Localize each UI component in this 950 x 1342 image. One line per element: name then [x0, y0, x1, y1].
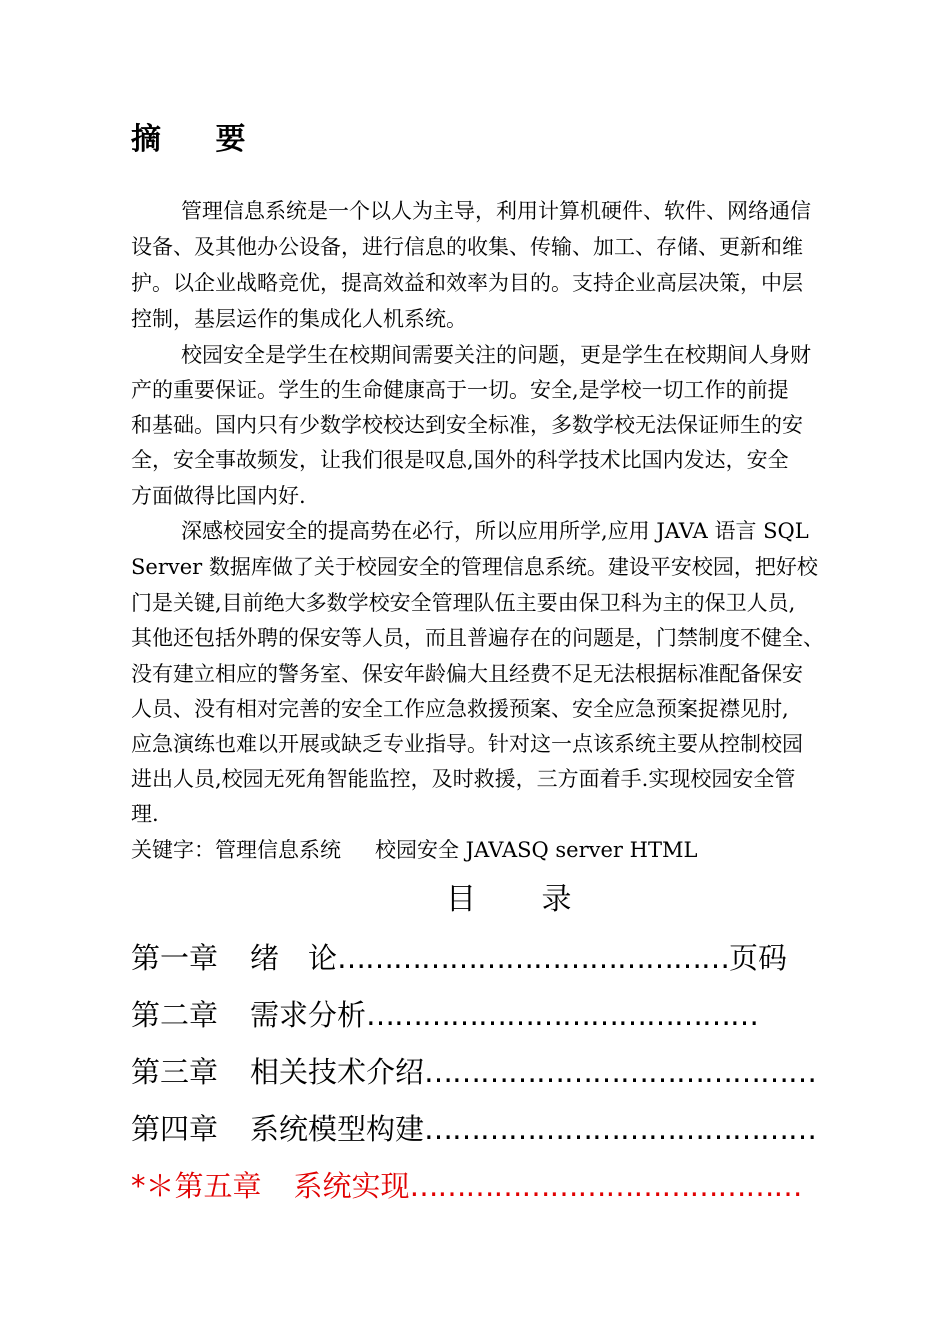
abstract-line: 设备、及其他办公设备，进行信息的收集、传输、加工、存储、更新和维 — [131, 235, 803, 259]
abstract-line: 管理信息系统是一个以人为主导，利用计算机硬件、软件、网络通信 — [181, 199, 811, 223]
toc-entry[interactable] — [131, 936, 787, 980]
toc-entry[interactable] — [131, 993, 758, 1037]
abstract-line: Server 数据库做了关于校园安全的管理信息系统。建设平安校园，把好校 — [131, 555, 818, 579]
abstract-line: 产的重要保证。学生的生命健康高于一切。安全,是学校一切工作的前提 — [131, 378, 789, 402]
abstract-heading: 摘 要 — [131, 122, 268, 157]
keywords-line — [131, 834, 697, 866]
toc-chapter: 第四章 — [131, 1112, 219, 1146]
toc-name: 绪 论 — [250, 941, 338, 975]
keywords-values: 校园安全 JAVASQ server HTML — [375, 838, 698, 862]
toc-chapter: 第二章 — [131, 998, 219, 1032]
abstract-line: 护。以企业战略竞优，提高效益和效率为目的。支持企业高层决策，中层 — [131, 271, 803, 295]
toc-name: 需求分析 — [250, 998, 367, 1032]
toc-title: 目 录 — [446, 882, 600, 917]
abstract-line: 门是关键,目前绝大多数学校安全管理队伍主要由保卫科为主的保卫人员, — [131, 591, 796, 615]
abstract-line: 和基础。国内只有少数学校校达到安全标准，多数学校无法保证师生的安 — [131, 413, 803, 437]
toc-chapter: 第一章 — [131, 941, 219, 975]
abstract-line: 全，安全事故频发，让我们很是叹息,国外的科学技术比国内发达，安全 — [131, 448, 789, 472]
abstract-line: 应急演练也难以开展或缺乏专业指导。针对这一点该系统主要从控制校园 — [131, 732, 803, 756]
toc-entry[interactable] — [131, 1050, 816, 1094]
abstract-line: 控制，基层运作的集成化人机系统。 — [131, 307, 467, 331]
toc-name: 系统模型构建 — [250, 1112, 425, 1146]
keywords-label: 关键字：管理信息系统 — [131, 838, 341, 862]
toc-leader: …………………………………… — [409, 1169, 802, 1203]
toc-chapter: 第三章 — [131, 1055, 219, 1089]
toc-entry-highlighted[interactable] — [131, 1164, 802, 1208]
abstract-line: 人员、没有相对完善的安全工作应急救援预案、安全应急预案捉襟见肘, — [131, 697, 789, 721]
toc-name: 系统实现 — [293, 1169, 410, 1203]
abstract-line: 没有建立相应的警务室、保安年龄偏大且经费不足无法根据标准配备保安 — [131, 662, 803, 686]
toc-chapter: *＊第五章 — [131, 1169, 262, 1203]
toc-entry[interactable] — [131, 1107, 816, 1151]
toc-name: 相关技术介绍 — [250, 1055, 425, 1089]
abstract-line: 校园安全是学生在校期间需要关注的问题，更是学生在校期间人身财 — [181, 343, 811, 367]
abstract-line: 方面做得比国内好. — [131, 484, 306, 508]
abstract-line: 理. — [131, 802, 159, 826]
abstract-line: 其他还包括外聘的保安等人员，而且普遍存在的问题是，门禁制度不健全、 — [131, 626, 824, 650]
toc-leader: …………………………………… — [366, 998, 759, 1032]
toc-leader: …………………………………… — [424, 1055, 817, 1089]
abstract-line: 深感校园安全的提高势在必行，所以应用所学,应用 JAVA 语言 SQL — [181, 519, 809, 543]
toc-leader: …………………………………… — [424, 1112, 817, 1146]
toc-leader: …………………………………… — [337, 941, 730, 975]
abstract-line: 进出人员,校园无死角智能监控，及时救援，三方面着手.实现校园安全管 — [131, 767, 796, 791]
toc-page: 页码 — [729, 941, 788, 975]
